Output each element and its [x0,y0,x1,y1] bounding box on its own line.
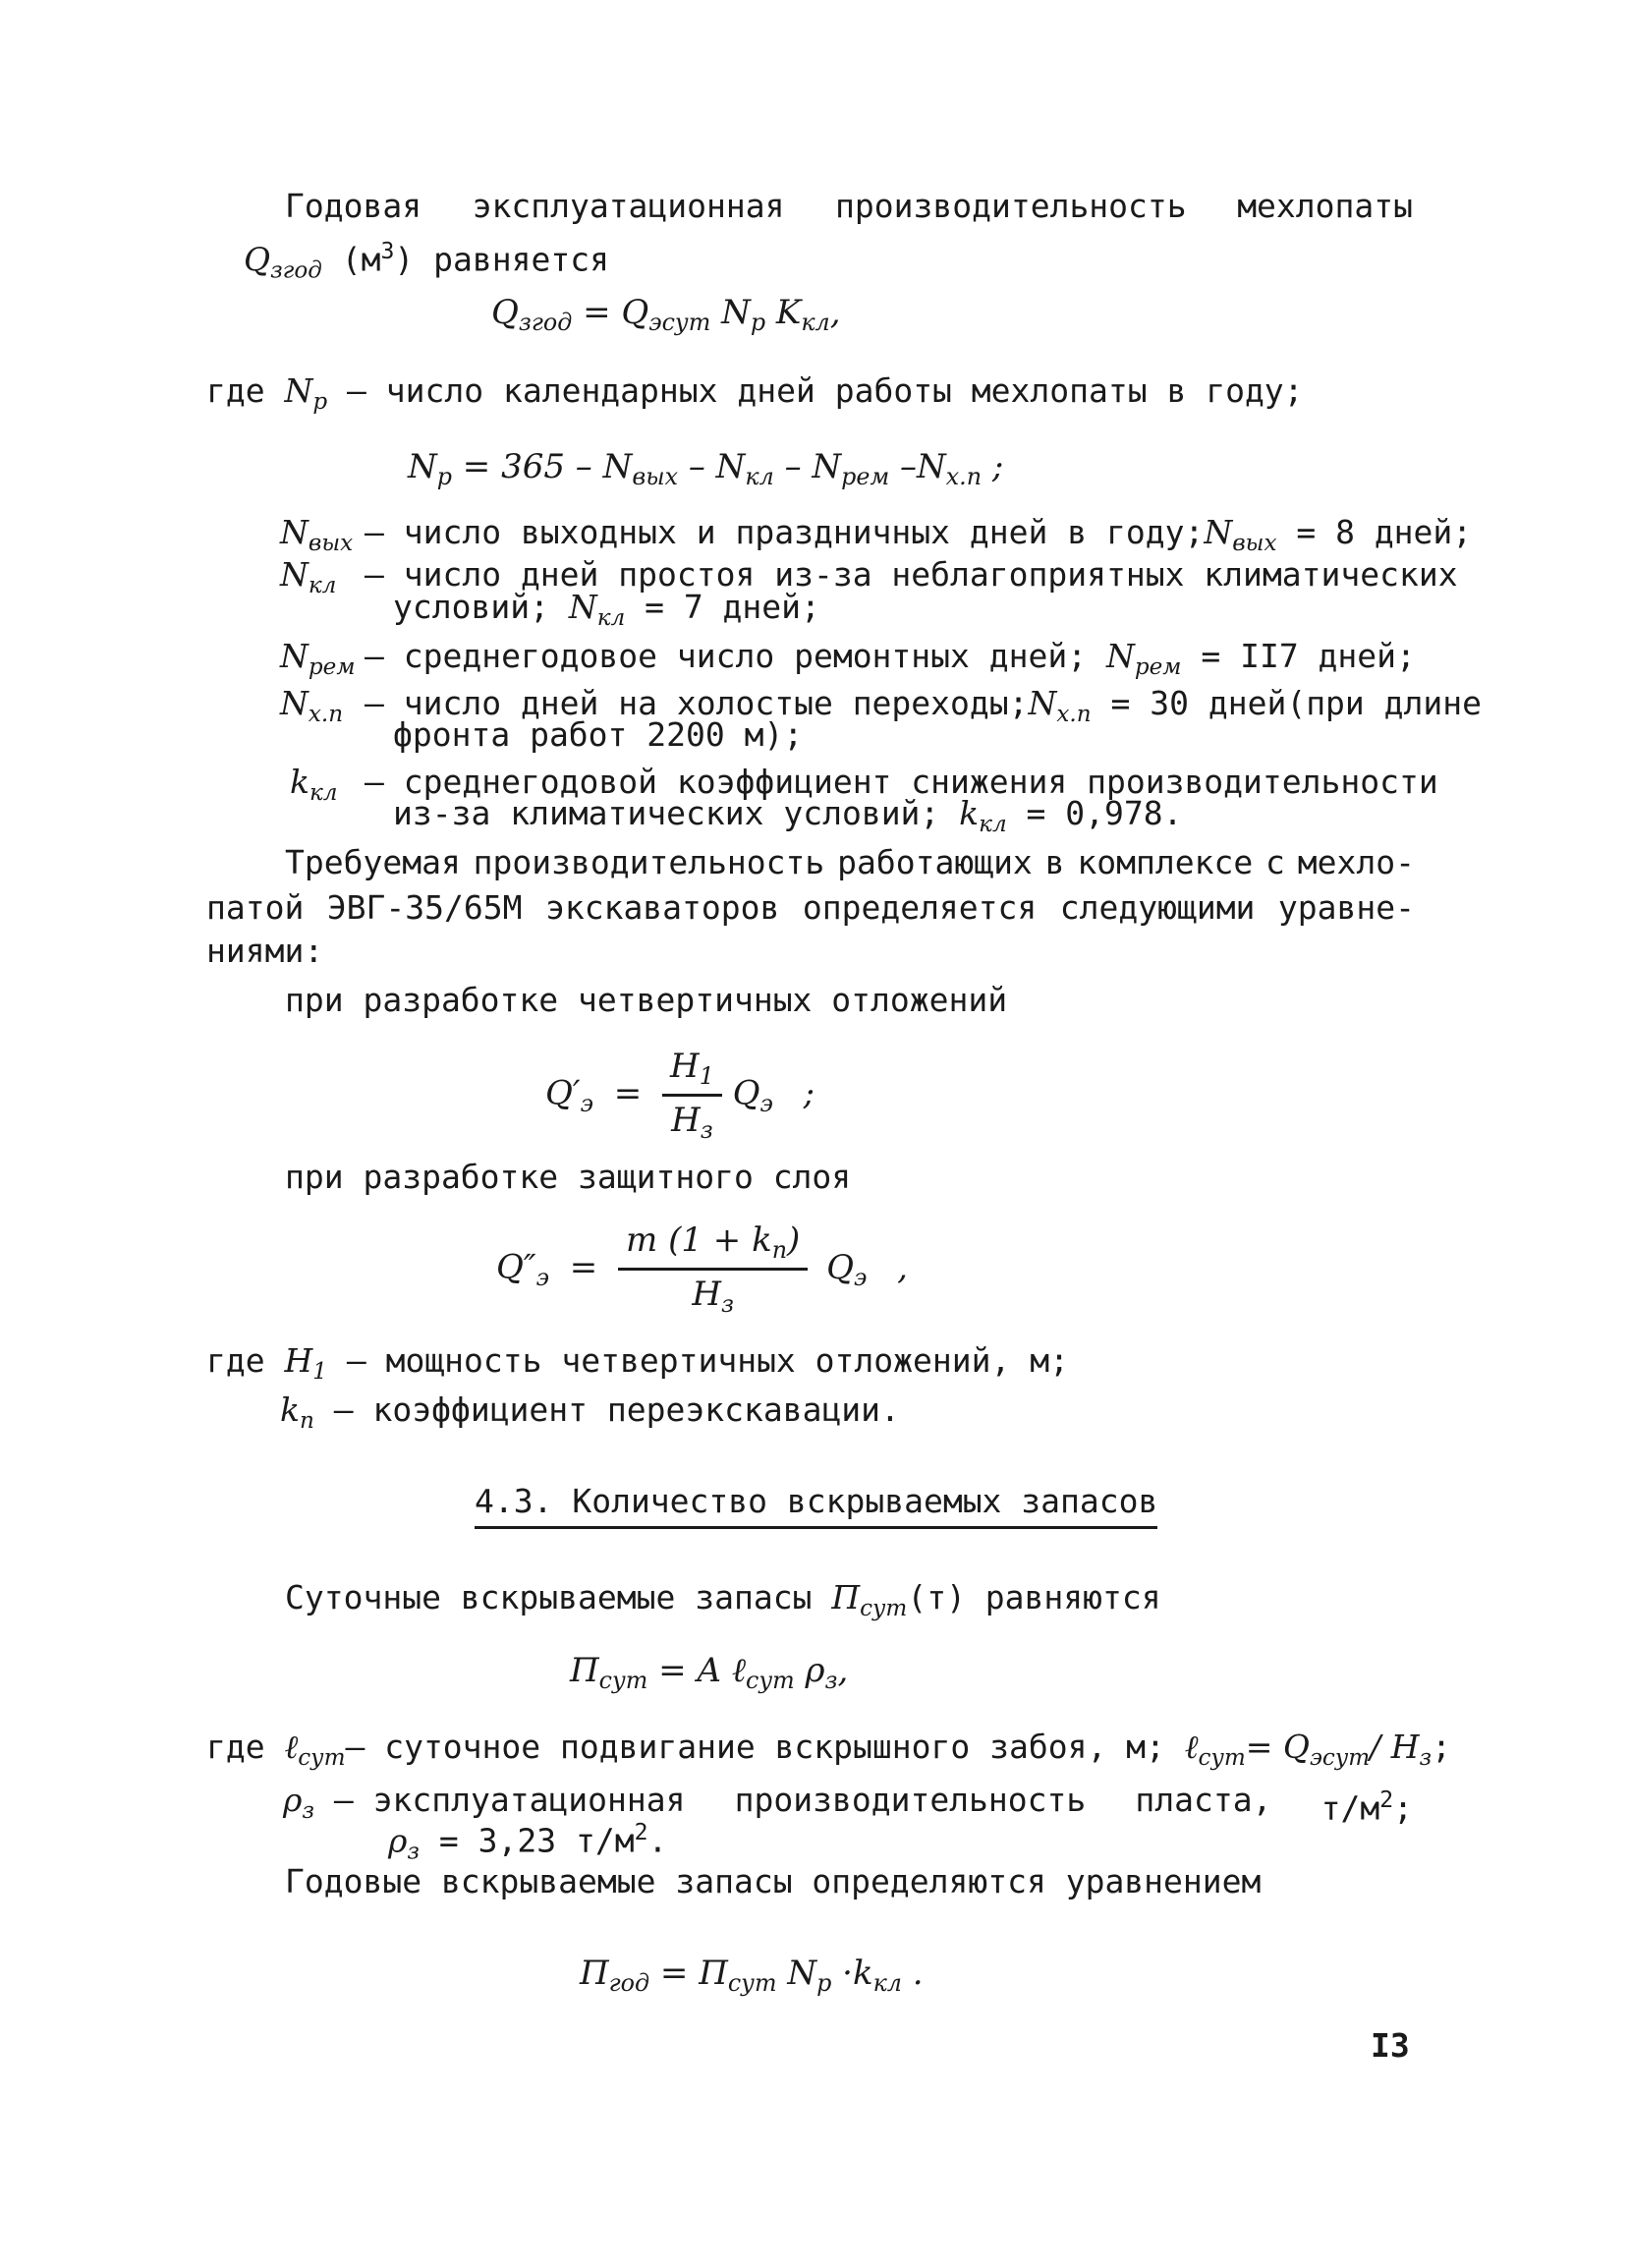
definition-text: условий; [393,588,549,626]
definition-idle-moves-cont [393,715,803,755]
paragraph-1-line-1 [285,187,1413,226]
q-year-subscript: згод [270,257,322,284]
paragraph-2-line-1 [285,843,1415,882]
symbol: П [831,1578,861,1616]
symbol-subscript: х.п [1056,701,1092,727]
word: экскаваторов [544,888,780,927]
formula-q-prime [545,1047,814,1144]
formula-subscript: з [700,1116,713,1145]
word: – эксплуатационная [333,1781,686,1819]
definition-value: = II7 дней; [1201,637,1416,675]
formula-term: N [408,447,437,486]
symbol: k [290,763,309,801]
word: мехло- [1297,843,1415,881]
symbol: N [568,588,597,626]
formula-subscript: э [535,1263,549,1291]
formula-term: – N [688,447,746,486]
formula-term: K [775,293,802,332]
paragraph-1-line-2 [244,232,609,291]
np-definition [206,371,1304,422]
formula-subscript: э [580,1089,593,1117]
formula-subscript: рем [841,463,890,491]
formula-punct: ; [1393,1788,1413,1828]
formula-subscript: з [720,1290,734,1319]
symbol: N [1204,513,1233,551]
symbol: ℓ [1184,1728,1199,1766]
unit-text: (м [341,240,381,279]
definition-value: = 0,978. [1026,794,1183,832]
definition-value: = 7 дней; [645,588,820,626]
formula-term: П [570,1651,599,1690]
definition-text: – среднегодовой коэффициент снижения производительности [365,763,1438,801]
definition-text: – мощность четвертичных отложений, м; [346,1341,1069,1380]
fraction [662,1047,722,1144]
symbol: ρ [388,1821,408,1860]
definition-text: из-за климатических условий; [393,794,940,832]
formula-subscript: х.п [945,463,983,491]
formula-subscript: эсут [648,309,711,337]
definition-climate-idle-cont [393,588,820,638]
symbol-subscript: х.п [308,701,344,727]
l-definition [206,1728,1451,1778]
case-text: при разработке четвертичных отложений [285,981,1008,1019]
word: работающих [837,843,1033,881]
symbol: N [280,684,309,722]
word: производительность [734,1781,1087,1819]
fraction-denominator: H [671,1101,701,1141]
formula-subscript: год [608,1969,650,1998]
unit-superscript: 3 [380,239,395,264]
symbol: N [1028,684,1057,722]
formula-subscript: э [759,1089,773,1117]
formula-term: Q″ [496,1247,536,1287]
page-number [1371,2026,1410,2066]
formula-subscript: сут [598,1667,648,1695]
formula-term: Q [491,293,519,332]
formula-subscript: р [750,309,766,337]
formula-punct: , [897,1247,908,1287]
word: эксплуатационная [472,187,785,225]
symbol: k [959,794,980,832]
word: уравне- [1277,888,1415,927]
symbol-subscript: кл [309,779,338,806]
symbol-subscript: кл [979,811,1007,837]
symbol-subscript: кл [596,604,626,631]
symbol: = Q [1245,1728,1310,1766]
fraction-numerator: ) [787,1220,801,1260]
formula-term: П [580,1954,609,1993]
formula-term: – N [784,447,842,486]
formula-term: Q [732,1073,760,1113]
formula-punct: ; [991,447,1004,486]
symbol-subscript: сут [1198,1744,1246,1771]
formula-term: ρ [805,1651,825,1690]
definition-text: – среднегодовое число ремонтных дней; [365,637,1088,675]
page-number-text: I3 [1371,2026,1410,2065]
symbol-subscript: з [302,1797,315,1824]
section-heading [475,1482,1157,1521]
formula-subscript: сут [746,1667,795,1695]
symbol: / H [1370,1728,1420,1766]
definition-value: = 8 дней; [1296,513,1473,551]
symbol: ℓ [284,1728,299,1766]
definition-text: фронта работ 2200 м); [393,715,804,754]
formula-subscript: кл [801,309,830,337]
paragraph-2-line-3 [206,932,323,971]
symbol-subscript: з [407,1839,421,1865]
fraction-numerator: m (1 + k [626,1220,772,1260]
word: т/м [1320,1788,1380,1828]
paragraph-1-text: ) равняется [394,240,609,279]
formula-punct: . [647,1821,668,1860]
symbol-subscript: сут [298,1744,346,1771]
formula-term: = A [658,1651,722,1690]
formula-term: N [721,293,751,332]
where-word: где [206,1341,265,1380]
case-text: при разработке защитного слоя [285,1158,852,1196]
where-word: где [206,371,265,410]
np-definition-text: – число календарных дней работы мехлопаты в году; [347,371,1304,410]
symbol-subscript: 1 [312,1358,327,1385]
formula-punct: . [912,1954,924,1993]
word: ЭВГ-35/65М [326,888,523,927]
formula-term: Q [826,1247,854,1287]
formula-annual-reserves [580,1954,924,2003]
np-symbol: N [284,371,313,410]
paragraph-text: Суточные вскрываемые запасы [285,1578,813,1616]
symbol: N [280,513,309,551]
formula-subscript: р [436,463,452,491]
formula-subscript: сут [727,1969,777,1998]
definition-text: – суточное подвигание вскрышного забоя, м; [345,1728,1165,1766]
np-subscript: р [312,388,328,415]
paragraph-text: Годовые вскрываемые запасы определяются уравнением [285,1862,1262,1900]
symbol-subscript: рем [308,653,356,680]
definition-climate-coefficient-cont [393,794,1183,844]
fraction-numerator: H [670,1047,700,1086]
case-protective-layer [285,1158,851,1197]
formula-subscript: згод [518,309,573,337]
formula-term: = Q [583,293,649,332]
word: следующими [1059,888,1256,927]
word: в [1044,843,1065,881]
word: Годовая [285,187,422,225]
kp-definition [280,1390,900,1441]
formula-subscript: вых [632,463,679,491]
symbol: k [280,1390,300,1429]
fraction [618,1220,808,1318]
word: с [1265,843,1285,881]
symbol: N [280,637,309,675]
formula-term: –N [900,447,946,486]
definition-value: = 3,23 т/м [438,1821,635,1860]
paragraph-text: ниями: [206,932,324,970]
formula-term: = П [659,1954,728,1993]
word: мехлопаты [1237,187,1413,225]
case-quaternary-deposits [285,981,1007,1020]
word: производительность [473,843,825,881]
symbol-subscript: эсут [1309,1744,1371,1771]
formula-subscript: кл [872,1969,902,1998]
symbol-subscript: рем [1134,653,1182,680]
symbol-subscript: з [1419,1744,1432,1771]
q-year-symbol: Q [244,240,271,279]
formula-term: Q′ [545,1073,581,1113]
formula-term: = 365 – N [462,447,633,486]
definition-repair-days [280,637,1416,687]
symbol: H [284,1341,313,1380]
word: Требуемая [285,843,461,881]
formula-punct: ; [1432,1728,1452,1766]
paragraph-2-line-2 [206,888,1415,928]
section-heading-text: 4.3. Количество вскрываемых запасов [475,1482,1157,1529]
formula-subscript: р [816,1969,832,1998]
formula-subscript: з [824,1667,838,1695]
definition-text: – коэффициент переэкскавации. [333,1390,900,1429]
fraction-denominator: H [692,1275,721,1315]
formula-subscript: э [853,1263,868,1291]
formula-annual-productivity [491,293,841,342]
formula-working-days [408,447,1003,496]
formula-term: ℓ [731,1651,747,1690]
word: определяется [802,888,1038,927]
h1-definition [206,1341,1069,1391]
unit-superscript: 2 [634,1820,648,1845]
symbol: N [1105,637,1135,675]
where-word: где [206,1728,265,1766]
formula-daily-reserves [570,1651,848,1700]
formula-subscript: кл [745,463,774,491]
paragraph-3 [285,1578,1161,1628]
formula-punct: , [837,1651,849,1690]
symbol-subscript: вых [1232,530,1277,556]
formula-subscript: п [771,1236,788,1265]
formula-q-double-prime [496,1220,908,1318]
symbol: N [280,555,309,594]
unit-superscript: 2 [1379,1787,1394,1813]
definition-value: = 30 дней(при длине [1110,684,1483,722]
paragraph-text: (т) равняются [907,1578,1161,1616]
definition-text: – число дней на холостые переходы; [365,684,1029,722]
word: пласта, [1135,1781,1272,1819]
symbol-subscript: п [300,1407,314,1434]
formula-punct: ; [803,1073,815,1113]
symbol: ρ [283,1781,303,1819]
formula-punct: , [829,293,841,332]
formula-term: ·k [842,1954,873,1993]
formula-subscript: 1 [699,1062,714,1091]
symbol-subscript: кл [308,572,337,598]
formula-operator: = [569,1247,598,1287]
word: патой [206,888,305,927]
formula-term: N [787,1954,817,1993]
symbol-subscript: сут [860,1595,908,1621]
definition-text: – число дней простоя из-за неблагоприятных климатических [365,555,1458,594]
definition-text: – число выходных и праздничных дней в году; [365,513,1205,551]
word: комплексе [1077,843,1254,881]
word: производительность [835,187,1187,225]
paragraph-4 [285,1862,1261,1901]
formula-operator: = [613,1073,643,1113]
symbol-subscript: вых [308,530,354,556]
